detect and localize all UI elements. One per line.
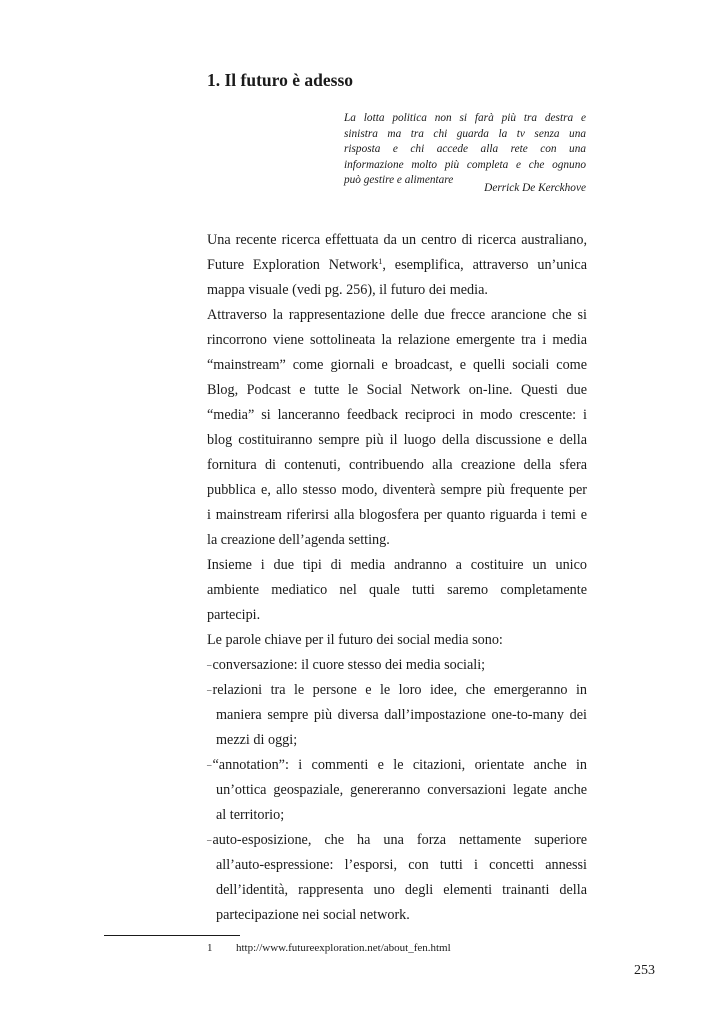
footnote-number: 1 — [207, 942, 213, 954]
list-item-continuation: un’ottica geospaziale, genereranno conversazioni legate anche — [216, 782, 587, 798]
paragraph-line: fornitura di contenuti, contribuendo alla creazione della sfera — [207, 457, 587, 473]
dash-bullet: – — [207, 760, 212, 770]
list-item: –auto-esposizione, che ha una forza nettamente superiore — [207, 832, 587, 848]
section-title: 1. Il futuro è adesso — [207, 70, 354, 90]
list-item: –“annotation”: i commenti e le citazioni, orientate anche in — [207, 757, 587, 773]
paragraph-line: ambiente mediatico nel quale tutti saremo completamente — [207, 582, 587, 598]
organization-name: Future Exploration Network — [207, 257, 379, 273]
list-item-continuation: al territorio; — [216, 807, 285, 823]
paragraph-line: Blog, Podcast e tutte le Social Network on-line. Questi due — [207, 382, 587, 398]
list-item-continuation: maniera sempre più diversa dall’impostazione one-to-many dei — [216, 707, 587, 723]
epigraph-quote — [344, 111, 586, 189]
paragraph-line — [207, 253, 587, 278]
epigraph-line: può gestire e alimentare — [344, 174, 454, 187]
footnote — [207, 941, 451, 955]
epigraph-line: risposta e chi accede alla rete con una — [344, 143, 586, 156]
page-number: 253 — [634, 963, 655, 978]
epigraph-line: La lotta politica non si farà più tra destra e — [344, 112, 586, 124]
paragraph-line: la creazione dell’agenda setting. — [207, 532, 390, 548]
list-item-continuation: all’auto-espressione: l’esporsi, con tutti i concetti annessi — [216, 857, 587, 873]
paragraph-line: Insieme i due tipi di media andranno a costituire un unico — [207, 557, 587, 573]
dash-bullet: – — [207, 685, 212, 695]
paragraph-line: “mainstream” come giornali e broadcast, e quelli sociali come — [207, 357, 587, 373]
footnote-link[interactable]: http://www.futureexploration.net/about_fen.html — [236, 942, 451, 954]
paragraph-line: blog costituiranno sempre più il luogo della discussione e della — [207, 432, 587, 448]
epigraph-line: sinistra ma tra chi guarda la tv senza una — [344, 127, 586, 140]
dash-bullet: – — [207, 660, 212, 670]
list-item-continuation: mezzi di oggi; — [216, 732, 298, 748]
list-item: –conversazione: il cuore stesso dei media sociali; — [207, 657, 486, 673]
epigraph-line: informazione molto più completa e che ognuno — [344, 158, 586, 171]
list-item-continuation: partecipazione nei social network. — [216, 907, 410, 923]
footnote-reference[interactable]: 1 — [378, 257, 383, 266]
paragraph-line: i mainstream riferirsi alla blogosfera per quanto riguarda i temi e — [207, 507, 587, 523]
paragraph-line: “media” si lanceranno feedback reciproci in modo crescente: i — [207, 407, 587, 423]
paragraph-line: Attraverso la rappresentazione delle due frecce arancione che si — [207, 307, 587, 323]
paragraph-line: mappa visuale (vedi pg. 256), il futuro dei media. — [207, 282, 488, 298]
paragraph-line: pubblica e, allo stesso modo, diventerà sempre più frequente per — [207, 482, 587, 498]
dash-bullet: – — [207, 835, 212, 845]
epigraph-author: Derrick De Kerckhove — [484, 182, 586, 194]
footnote-separator — [104, 935, 240, 936]
list-item: –relazioni tra le persone e le loro idee, che emergeranno in — [207, 682, 587, 698]
paragraph-line: Le parole chiave per il futuro dei social media sono: — [207, 632, 503, 648]
body-text — [207, 228, 587, 928]
paragraph-text: , esemplifica, attraverso un’unica — [382, 257, 587, 273]
paragraph-line: Una recente ricerca effettuata da un centro di ricerca australiano, — [207, 232, 587, 248]
paragraph-line: partecipi. — [207, 607, 261, 623]
paragraph-line: rincorrono viene sottolineata la relazione emergente tra i media — [207, 332, 587, 348]
list-item-continuation: dell’identità, rappresenta uno degli elementi trainanti della — [216, 882, 587, 898]
